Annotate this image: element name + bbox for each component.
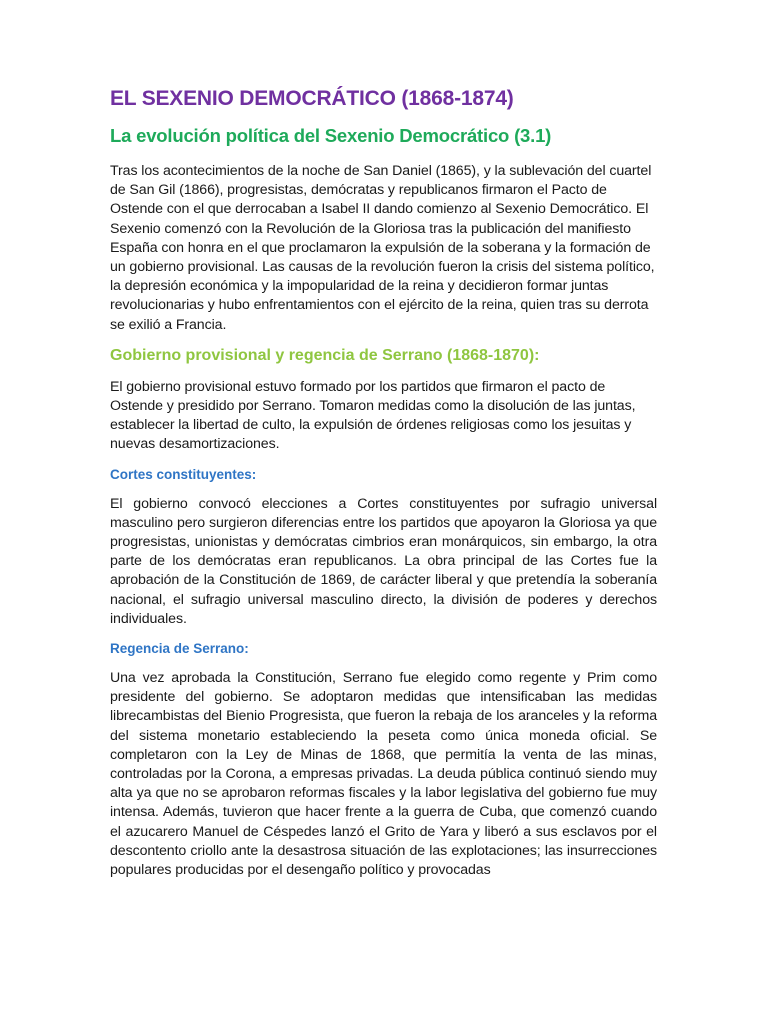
- section-heading-gobierno: Gobierno provisional y regencia de Serrano (1868-1870):: [110, 346, 540, 364]
- cortes-paragraph: El gobierno convocó elecciones a Cortes constituyentes por sufragio universal masculino pero surgieron diferencias entre los partidos que apoyaron la Gloriosa ya que progresistas, unionistas y demócratas cimbrios eran monárquicos, sin embargo, la otra parte de los demócratas eran republicanos. La obra principal de las Cortes fue la aprobación de la Constitución de 1869, de carácter liberal y que pretendía la soberanía nacional, el sufragio universal masculino directo, la división de poderes y derechos individuales.: [110, 495, 657, 627]
- gobierno-paragraph: El gobierno provisional estuvo formado por los partidos que firmaron el pacto de Ostende y presidido por Serrano. Tomaron medidas como la disolución de las juntas, establecer la libertad de culto, la expulsión de órdenes religiosas como los jesuitas y nuevas desamortizaciones.: [110, 378, 636, 453]
- subsection-heading-regencia: Regencia de Serrano:: [110, 641, 249, 657]
- subsection-heading-cortes: Cortes constituyentes:: [110, 466, 257, 482]
- intro-paragraph: Tras los acontecimientos de la noche de San Daniel (1865), y la sublevación del cuartel de San Gil (1866), progresistas, demócratas y republicanos firmaron el Pacto de Ostende con el que derrocaban a Isabel II dando comienzo al Sexenio Democrático. El Sexenio comenzó con la Revolución de la Gloriosa tras la publicación del manifiesto España con honra en el que proclamaron la expulsión de la soberana y la formación de un gobierno provisional. Las causas de la revolución fueron la crisis del sistema político, la depresión económica y la impopularidad de la reina y decidieron formar juntas revolucionarias y hubo enfrentamientos con el ejército de la reina, quien tras su derrota se exilió a Francia.: [110, 163, 655, 333]
- document-page: [110, 85, 657, 890]
- document-title: EL SEXENIO DEMOCRÁTICO (1868-1874): [110, 87, 514, 110]
- regencia-paragraph: Una vez aprobada la Constitución, Serrano fue elegido como regente y Prim como presidente del gobierno. Se adoptaron medidas que intensificaban las medidas librecambistas del Bienio Progresista, que fueron la rebaja de los aranceles y la reforma del sistema monetario estableciendo la peseta como única moneda oficial. Se completaron con la Ley de Minas de 1868, que permitía la venta de las minas, controladas por la Corona, a empresas privadas. La deuda pública continuó siendo muy alta ya que no se aprobaron reformas fiscales y la labor legislativa del gobierno fue muy intensa. Además, tuvieron que hacer frente a la guerra de Cuba, que comenzó cuando el azucarero Manuel de Céspedes lanzó el Grito de Yara y liberó a sus esclavos por el descontento criollo ante la desastrosa situación de las explotaciones; las insurrecciones populares producidas por el desengaño político y provocadas: [110, 670, 657, 879]
- document-subtitle: La evolución política del Sexenio Democrático (3.1): [110, 125, 552, 146]
